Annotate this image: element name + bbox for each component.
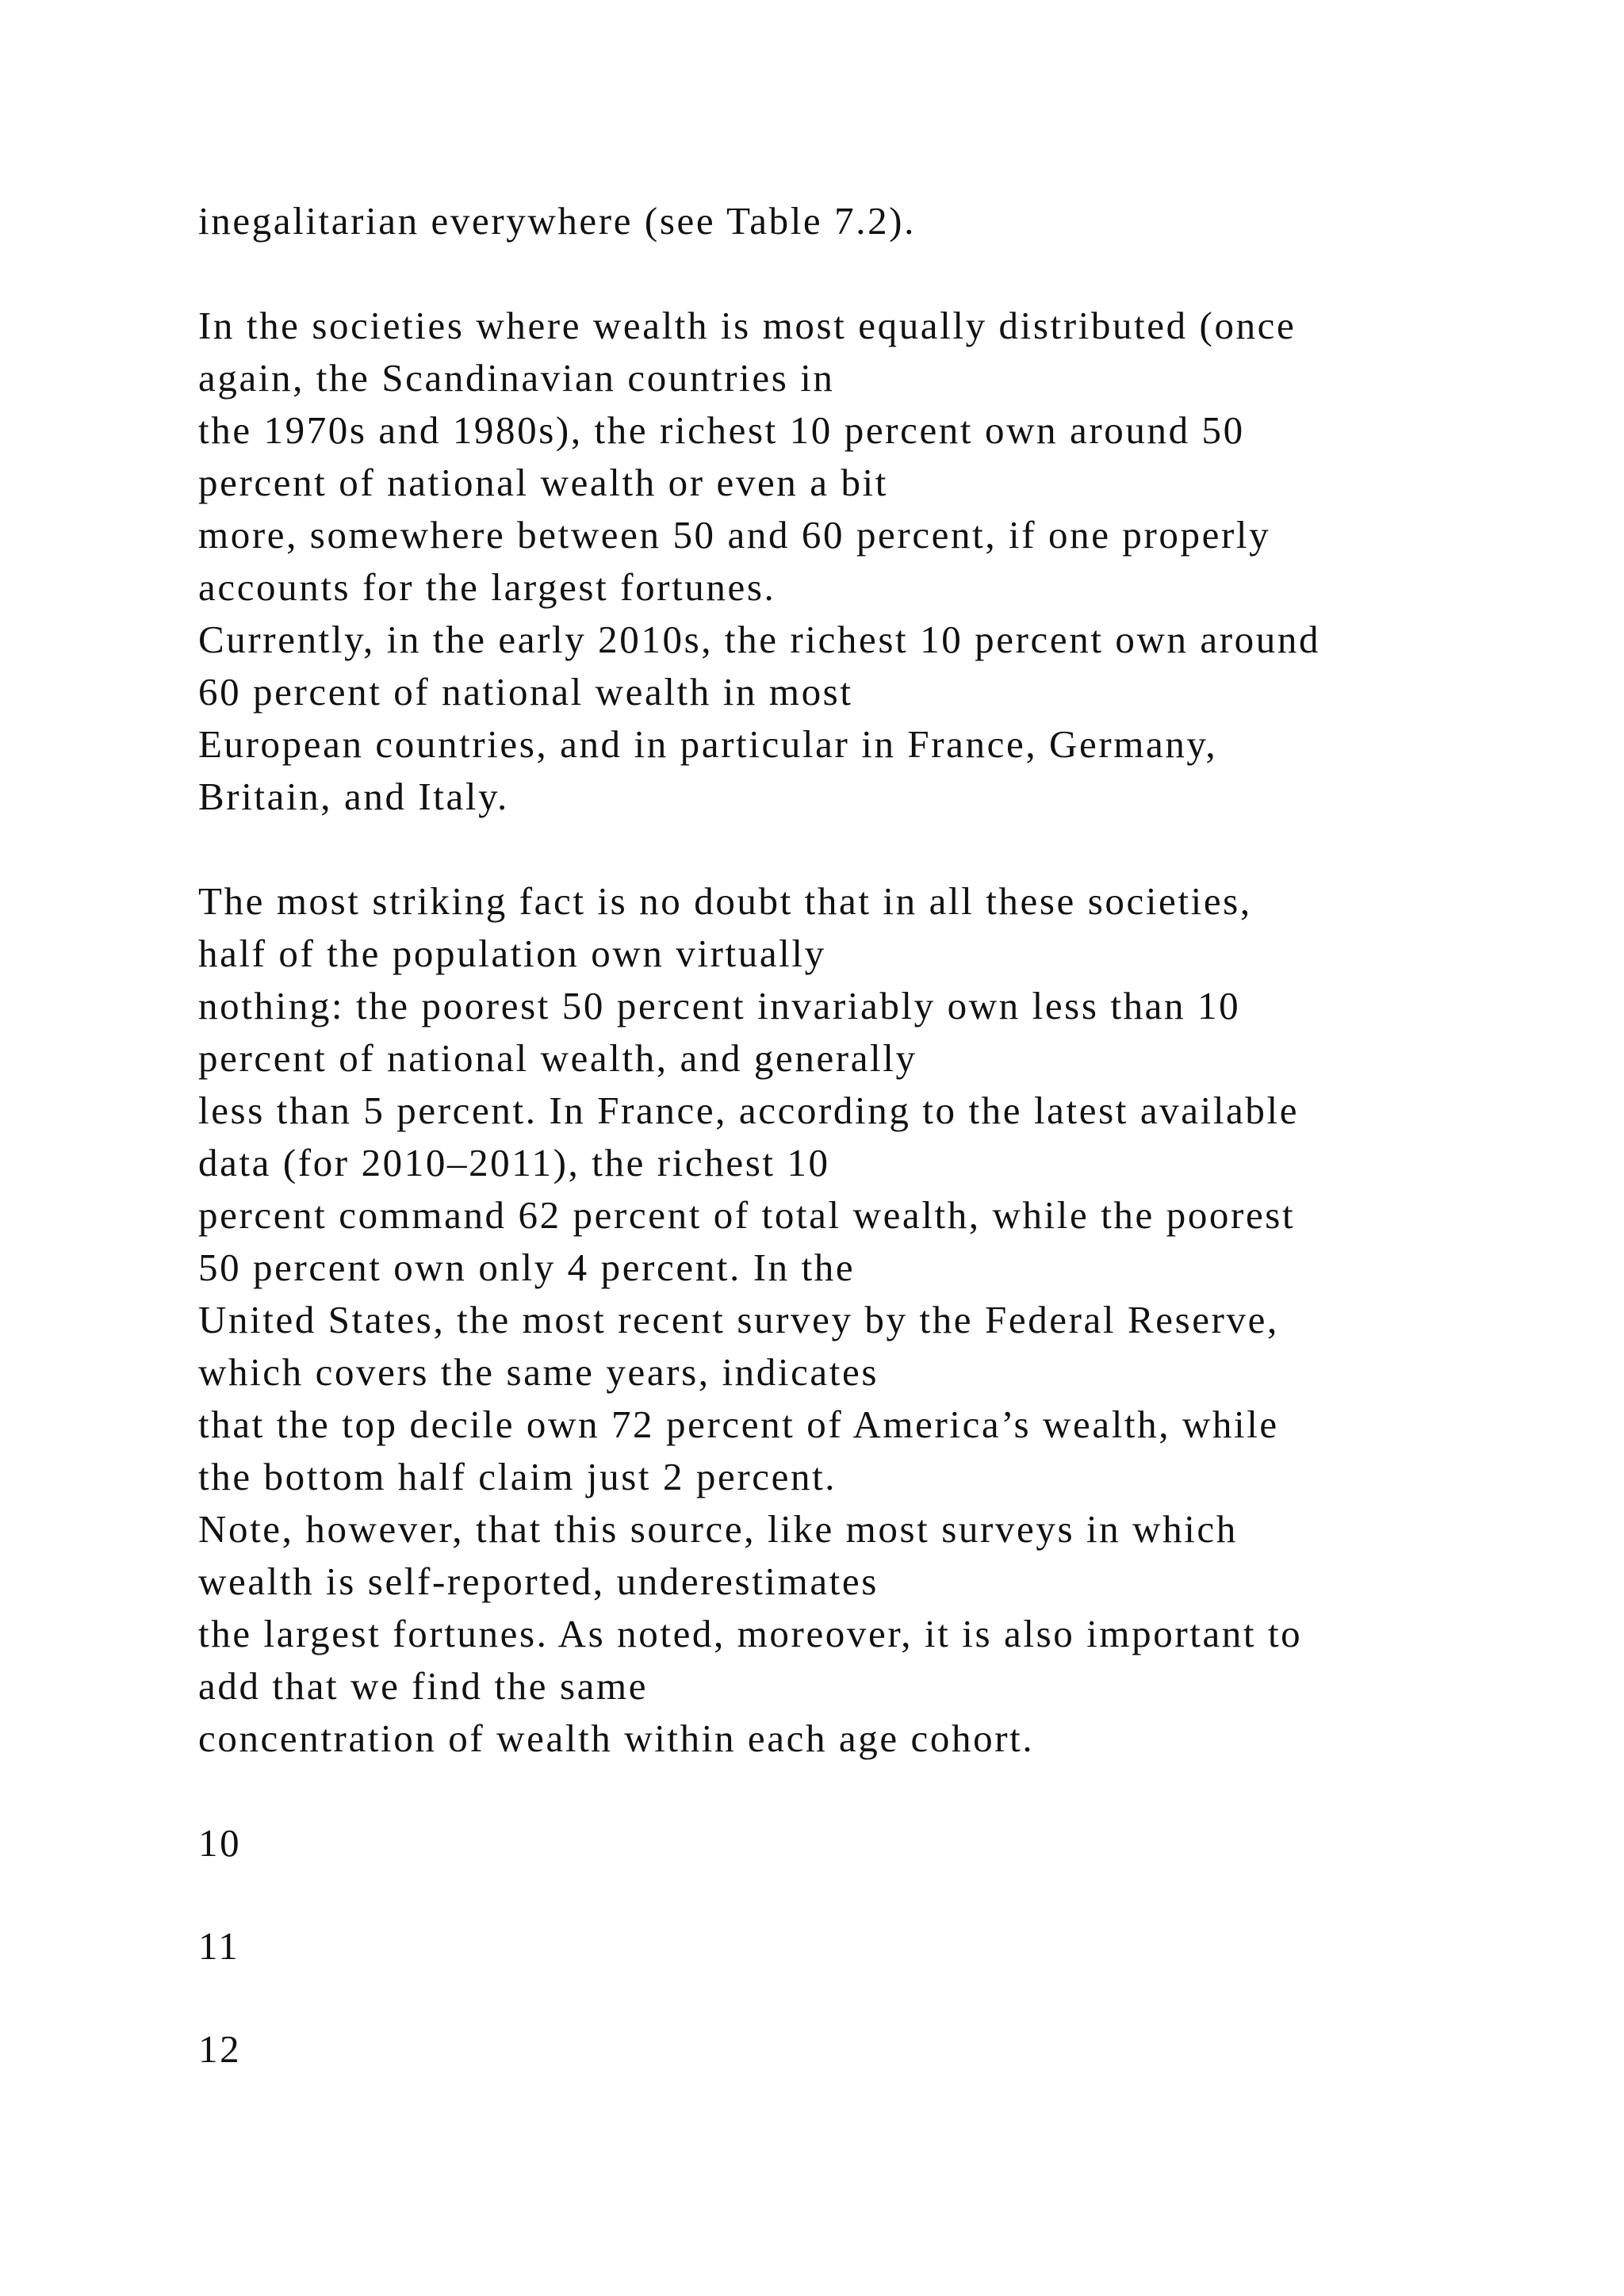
text-line: nothing: the poorest 50 percent invariably own less than 10 [198, 984, 1241, 1027]
text-line: more, somewhere between 50 and 60 percent, if one properly [198, 513, 1271, 557]
text-line: The most striking fact is no doubt that in all these societies, [198, 879, 1252, 923]
text-line: add that we find the same [198, 1664, 649, 1708]
text-line: European countries, and in particular in France, Germany, [198, 722, 1218, 766]
text-line: the 1970s and 1980s), the richest 10 percent own around 50 [198, 408, 1245, 452]
page-number: 11 [198, 1924, 240, 1968]
text-line: accounts for the largest fortunes. [198, 565, 776, 609]
text-line: wealth is self-reported, underestimates [198, 1559, 879, 1603]
text-line: percent of national wealth, and generally [198, 1036, 917, 1080]
number-spacer [198, 1973, 1594, 2023]
text-line: concentration of wealth within each age cohort. [198, 1716, 1035, 1760]
text-line: 60 percent of national wealth in most [198, 670, 853, 714]
text-line: which covers the same years, indicates [198, 1350, 879, 1394]
text-line: 50 percent own only 4 percent. In the [198, 1246, 856, 1289]
text-line: less than 5 percent. In France, according to the latest available [198, 1089, 1300, 1132]
paragraph-3 [198, 875, 1594, 1765]
text-line: United States, the most recent survey by the Federal Reserve, [198, 1298, 1279, 1341]
text-line: that the top decile own 72 percent of America’s wealth, while [198, 1402, 1279, 1446]
paragraph-2 [198, 300, 1594, 823]
text-line: percent of national wealth or even a bit [198, 461, 888, 504]
number-spacer [198, 1869, 1594, 1920]
text-line: Note, however, that this source, like most surveys in which [198, 1507, 1238, 1551]
text-line: percent command 62 percent of total wealth, while the poorest [198, 1193, 1296, 1237]
text-line: In the societies where wealth is most equally distributed (once [198, 304, 1297, 347]
paragraph-1 [198, 195, 1594, 247]
body-text [198, 195, 1594, 2076]
paragraph-spacer [198, 823, 1594, 875]
paragraph-spacer [198, 247, 1594, 300]
paragraph-spacer [198, 1765, 1594, 1817]
text-line: again, the Scandinavian countries in [198, 356, 835, 400]
text-line: half of the population own virtually [198, 932, 826, 975]
text-line: data (for 2010–2011), the richest 10 [198, 1141, 830, 1184]
text-line: Britain, and Italy. [198, 775, 509, 818]
text-line: Currently, in the early 2010s, the richest 10 percent own around [198, 618, 1321, 661]
text-line: the largest fortunes. As noted, moreover, it is also important to [198, 1612, 1303, 1655]
page-number: 10 [198, 1821, 242, 1865]
page-number: 12 [198, 2027, 242, 2071]
page-number-list [198, 1817, 1594, 2076]
text-line: inegalitarian everywhere (see Table 7.2). [198, 199, 916, 243]
text-line: the bottom half claim just 2 percent. [198, 1455, 837, 1498]
